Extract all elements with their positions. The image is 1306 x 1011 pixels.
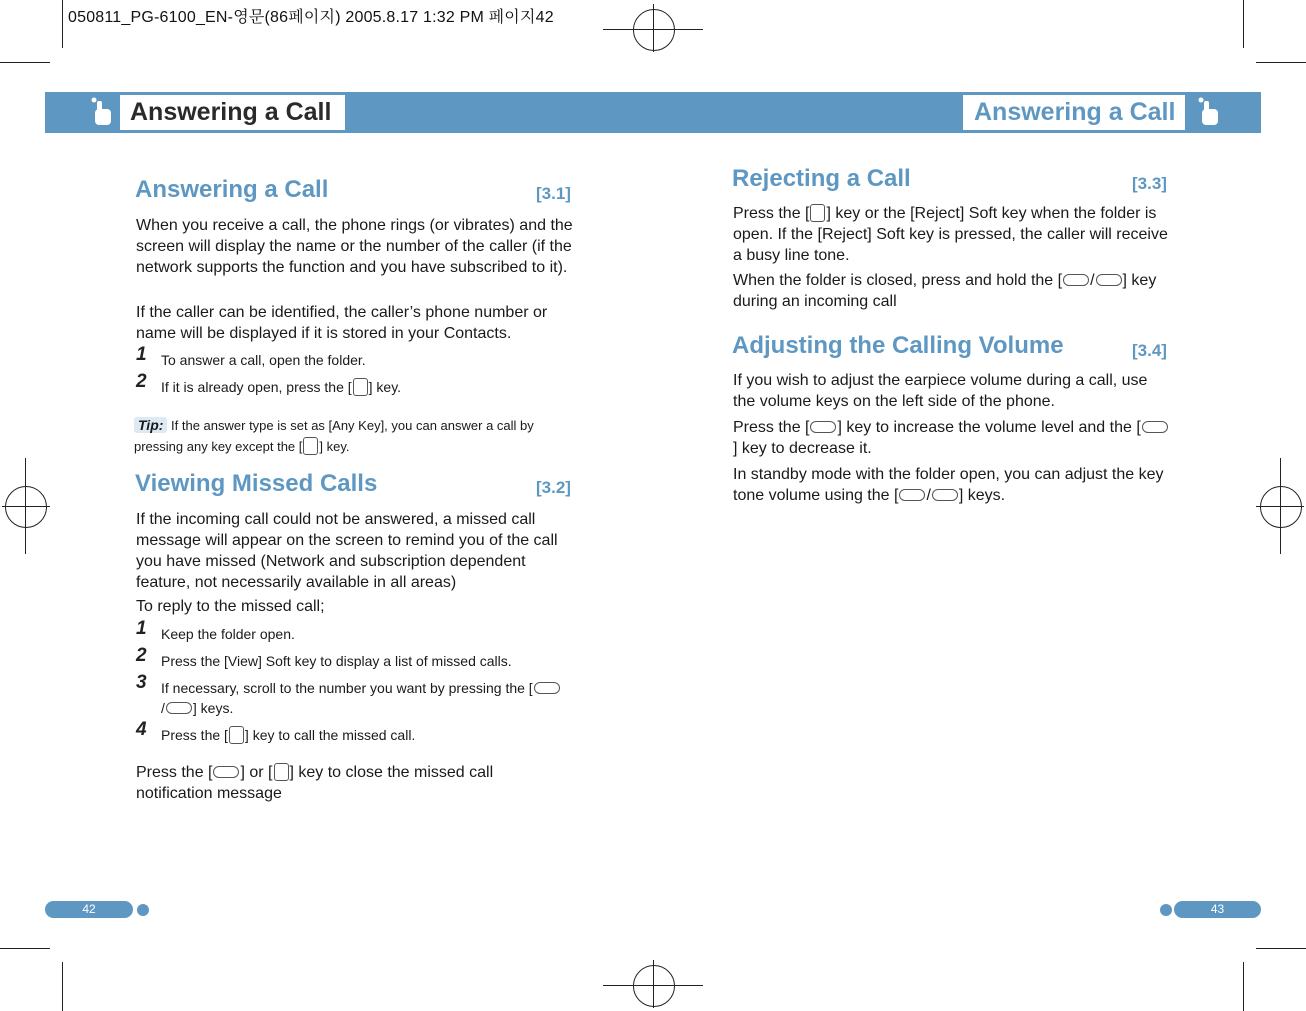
volume-up-key-icon xyxy=(810,421,836,433)
step-text: Press the [View] Soft key to display a list of missed calls. xyxy=(161,653,512,669)
header-left-title: Answering a Call xyxy=(130,98,332,126)
step-item xyxy=(136,346,576,370)
step-number: 1 xyxy=(136,344,147,365)
step-number: 3 xyxy=(136,672,147,693)
paragraph: In standby mode with the folder open, you can adjust the key tone volume using the [ / ] keys. xyxy=(733,466,1164,504)
volume-down-key-icon xyxy=(166,702,192,714)
volume-up-key-icon xyxy=(899,489,925,501)
section-title-rejecting: Rejecting a Call xyxy=(732,165,911,192)
section-number: [3.2] xyxy=(536,478,571,497)
step-number: 2 xyxy=(136,645,147,666)
send-key-icon xyxy=(229,726,244,744)
volume-up-key-icon xyxy=(534,682,560,694)
paragraph: When the folder is closed, press and hold the [ / ] key during an incoming call xyxy=(733,272,1157,310)
step-text: If it is already open, press the [ ] key. xyxy=(161,379,402,395)
step-text: Keep the folder open. xyxy=(161,626,295,642)
step-item xyxy=(136,721,576,745)
section-title-missed-calls: Viewing Missed Calls xyxy=(135,470,378,497)
step-number: 1 xyxy=(136,618,147,639)
paragraph: Press the [ ] key or the [Reject] Soft key when the folder is open. If the [Reject] Soft key is pressed, the caller will receive a busy line tone. xyxy=(733,205,1168,264)
volume-down-key-icon xyxy=(1142,421,1168,433)
header-right-title: Answering a Call xyxy=(974,98,1176,126)
page-dot xyxy=(1160,904,1172,916)
step-item xyxy=(136,647,576,671)
page-number: 42 xyxy=(45,901,133,918)
tip-box: Tip: If the answer type is set as [Any Key], you can answer a call by pressing any key except the [ ] key. xyxy=(134,417,534,454)
end-key-icon xyxy=(810,204,825,222)
step-text: To answer a call, open the folder. xyxy=(161,352,366,368)
paragraph: If the incoming call could not be answered, a missed call message will appear on the screen to remind you of the call you have missed (Network and subscription dependent feature, not necessarily available in all areas) xyxy=(136,511,558,591)
hand-phone-icon xyxy=(90,97,116,127)
section-number: [3.3] xyxy=(1132,174,1167,193)
step-item xyxy=(136,373,576,397)
step-text: Press the [ ] key to call the missed call. xyxy=(161,727,416,743)
tip-label: Tip: xyxy=(134,417,167,433)
print-slug: 050811_PG-6100_EN-영문(86페이지) 2005.8.17 1:32 PM 페이지42 xyxy=(68,9,554,26)
paragraph: If you wish to adjust the earpiece volume during a call, use the volume keys on the left side of the phone. xyxy=(733,372,1148,410)
paragraph: To reply to the missed call; xyxy=(136,598,325,615)
section-number: [3.4] xyxy=(1132,341,1167,360)
step-item xyxy=(136,674,576,718)
paragraph: When you receive a call, the phone rings (or vibrates) and the screen will display the name or the number of the caller (if the network supports the function and you have subscribed to it). xyxy=(136,217,573,276)
section-title-volume: Adjusting the Calling Volume xyxy=(732,332,1064,359)
volume-up-key-icon xyxy=(1063,274,1089,286)
send-key-icon xyxy=(353,378,368,396)
step-text: If necessary, scroll to the number you want by pressing the [/ ] keys. xyxy=(161,678,561,718)
step-number: 2 xyxy=(136,371,147,392)
step-number: 4 xyxy=(136,719,147,740)
end-key-icon xyxy=(303,437,318,455)
hand-phone-icon xyxy=(1197,97,1223,127)
volume-down-key-icon xyxy=(932,489,958,501)
volume-down-key-icon xyxy=(1096,274,1122,286)
clear-key-icon xyxy=(213,766,239,778)
paragraph: If the caller can be identified, the caller’s phone number or name will be displayed if it is stored in your Contacts. xyxy=(136,304,548,342)
section-number: [3.1] xyxy=(536,184,571,203)
paragraph: Press the [ ] or [ ] key to close the missed call notification message xyxy=(136,764,494,802)
page-dot xyxy=(137,904,149,916)
paragraph: Press the [ ] key to increase the volume level and the [] key to decrease it. xyxy=(733,417,1173,459)
page-number: 43 xyxy=(1174,901,1261,918)
step-item xyxy=(136,620,576,644)
end-key-icon xyxy=(274,763,289,781)
section-title-answering: Answering a Call xyxy=(135,176,329,203)
